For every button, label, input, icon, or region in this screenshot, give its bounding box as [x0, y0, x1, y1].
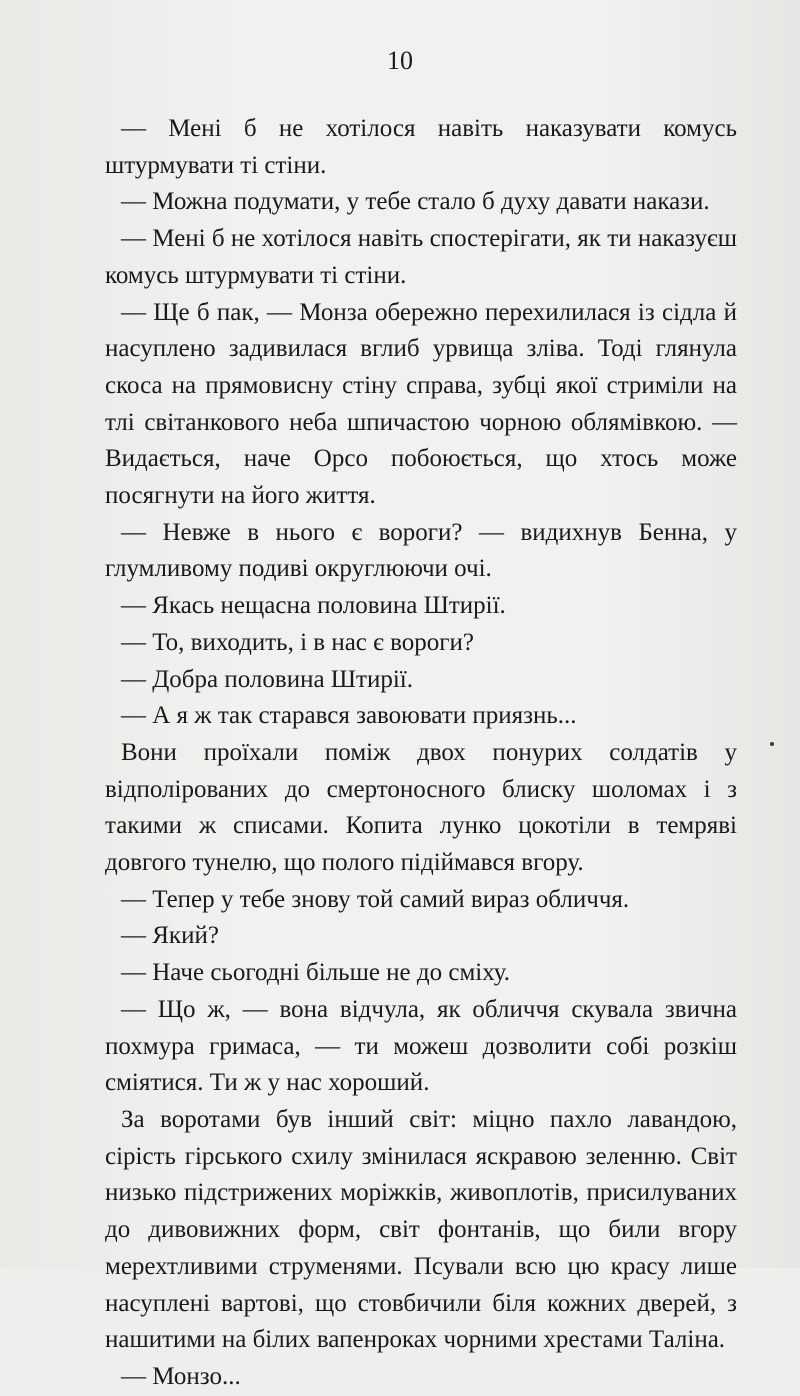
paragraph: — То, виходить, і в нас є вороги?: [121, 628, 474, 656]
paragraph: — Мені б не хотілося навіть наказувати комусь штурмувати ті стіни.: [105, 115, 737, 179]
paragraph: — Наче сьогодні більше не до сміху.: [121, 959, 511, 987]
paragraph: — Який?: [121, 922, 219, 950]
paragraph: За воротами був інший світ: міцно пахло лавандою, сірість гірського схилу змінилася яскравою зеленню. Світ низько підстрижених моріжків, живоплотів, присилуваних до дивовижних форм, світ фонтанів, що били вгору мерехтливими струменями. Псували всю цю красу лише насуплені вартові, що стовбичили біля кожних дверей, з нашитими на білих вапенроках чорними хрестами Таліна.: [105, 1105, 737, 1354]
paragraph: — Ще б пак, — Монза обережно перехилилася із сідла й насуплено задивилася вглиб урвища зліва. Тоді глянула скоса на прямовисну стіну справа, зубці якої стриміли на тлі світанкового неба шпичастою чорною облямівкою. — Видається, наче Орсо побоюється, що хтось може посягнути на його життя.: [105, 298, 737, 510]
paragraph: — Можна подумати, у тебе стало б духу давати накази.: [121, 188, 710, 216]
paragraph: — Добра половина Штирії.: [121, 665, 413, 693]
paragraph: Вони проїхали поміж двох понурих солдатів у відполірованих до смертоносного блиску шоломах і з такими ж списами. Копита лунко цокотіли в темряві довгого тунелю, що полого підіймався вгору.: [105, 738, 737, 877]
paragraph: — А я ж так старався завоювати приязнь...: [121, 702, 577, 730]
paragraph: — Якась нещасна половина Штирії.: [121, 592, 506, 620]
paragraph: — Тепер у тебе знову той самий вираз обличчя.: [121, 885, 630, 913]
paragraph: — Мені б не хотілося навіть спостерігати, як ти наказуєш комусь штурмувати ті стіни.: [105, 225, 737, 289]
page-number: 10: [387, 46, 413, 75]
paragraph: — Що ж, — вона відчула, як обличчя скувала звична похмура гримаса, — ти можеш дозволити собі розкіш сміятися. Ти ж у нас хороший.: [105, 995, 737, 1097]
paragraph: — Монзо...: [121, 1362, 241, 1390]
scan-speck: [770, 742, 774, 746]
body-text: [105, 111, 737, 1396]
paragraph: — Невже в нього є вороги? — видихнув Бенна, у глумливому подиві округлюючи очі.: [105, 518, 737, 583]
